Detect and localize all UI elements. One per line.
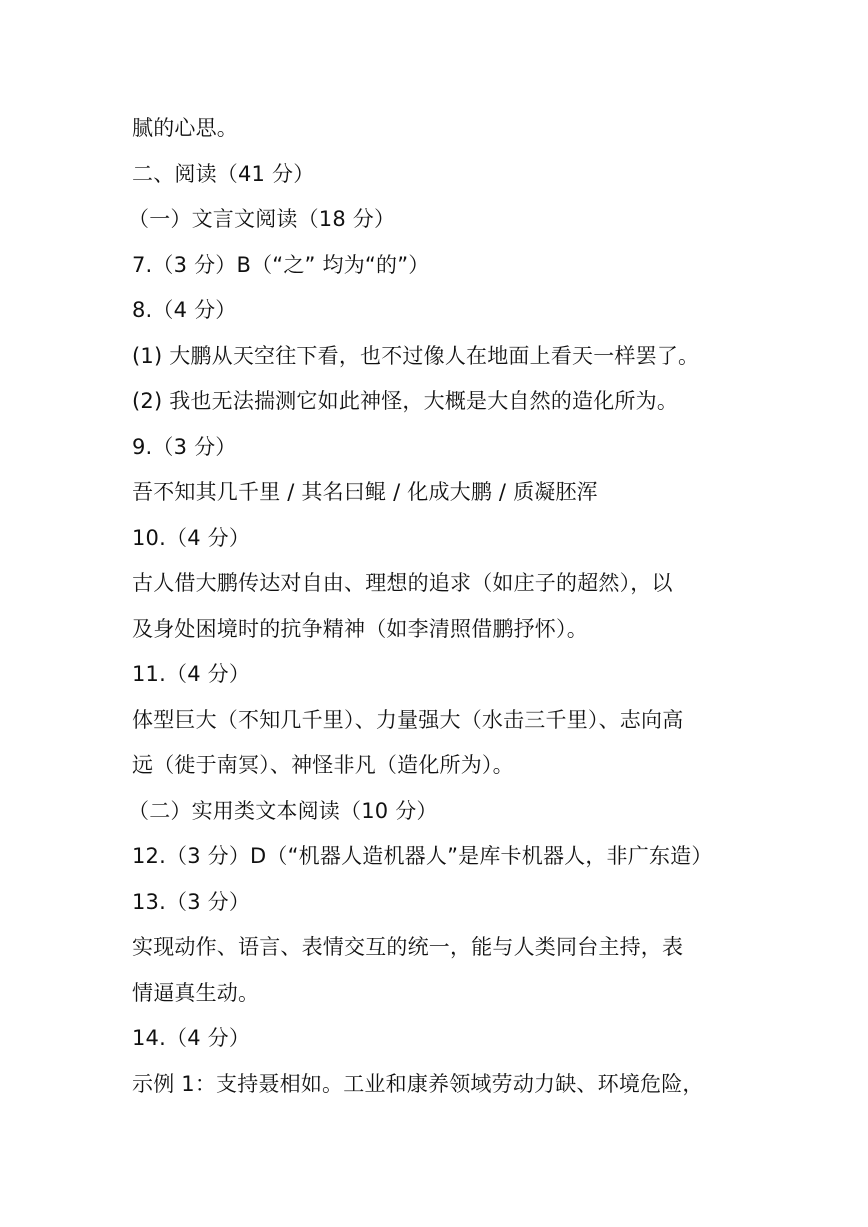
answer-q10-line2: 及身处困境时的抗争精神（如李清照借鹏抒怀）。: [132, 616, 588, 641]
answer-q11-line1: 体型巨大（不知几千里）、力量强大（水击三千里）、志向高: [132, 707, 684, 732]
answer-q8-part1: (1) 大鹏从天空往下看，也不过像人在地面上看天一样罢了。: [132, 343, 700, 368]
answer-q7: 7.（3 分）B（“之” 均为“的”）: [132, 252, 430, 277]
answer-q13-line1: 实现动作、语言、表情交互的统一，能与人类同台主持，表: [132, 935, 684, 959]
answer-q12: 12.（3 分）D（“机器人造机器人”是库卡机器人，非广东造）: [132, 844, 713, 868]
question-header-q11: 11.（4 分）: [132, 662, 251, 686]
answer-q10-line1: 古人借大鹏传达对自由、理想的追求（如庄子的超然），以: [132, 571, 673, 595]
answer-text-block: [128, 106, 752, 1107]
subsection-heading-classical: （一）文言文阅读（18 分）: [128, 207, 396, 231]
question-header-q9: 9.（3 分）: [132, 434, 237, 459]
question-header-q8: 8.（4 分）: [132, 298, 237, 322]
answer-q9: 吾不知其几千里 / 其名曰鲲 / 化成大鹏 / 质凝胚浑: [132, 480, 598, 504]
question-header-q13: 13.（3 分）: [132, 889, 251, 914]
answer-q14-line1: 示例 1：支持聂相如。工业和康养领域劳动力缺、环境危险，: [132, 1071, 704, 1096]
question-header-q10: 10.（4 分）: [132, 525, 251, 550]
text-line: 腻的心思。: [132, 116, 238, 140]
section-heading-reading: 二、阅读（41 分）: [132, 161, 315, 186]
answer-q13-line2: 情逼真生动。: [132, 980, 260, 1005]
question-header-q14: 14.（4 分）: [132, 1026, 251, 1050]
answer-q8-part2: (2) 我也无法揣测它如此神怪，大概是大自然的造化所为。: [132, 389, 679, 413]
subsection-heading-practical: （二）实用类文本阅读（10 分）: [128, 798, 438, 823]
answer-q11-line2: 远（徙于南冥）、神怪非凡（造化所为）。: [132, 753, 514, 777]
